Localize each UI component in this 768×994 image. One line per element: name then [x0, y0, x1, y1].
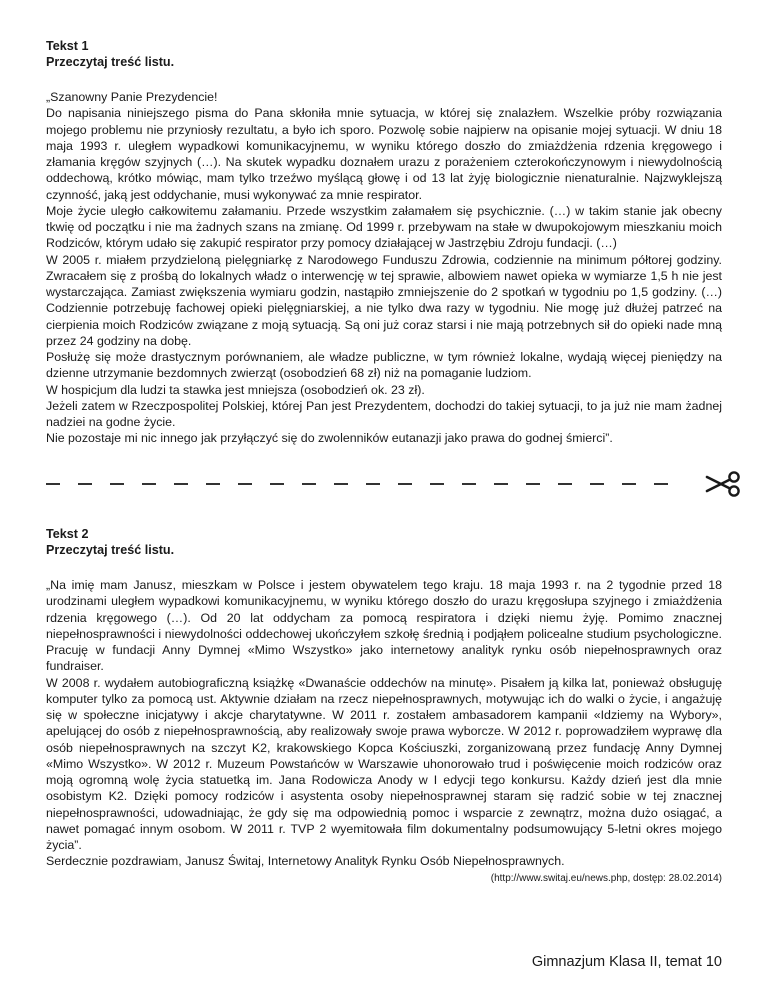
- tekst-1-letter: [46, 89, 722, 447]
- paragraph: „Szanowny Panie Prezydencie!: [46, 90, 218, 104]
- paragraph: Jeżeli zatem w Rzeczpospolitej Polskiej, której Pan jest Prezydentem, dochodzi do takiej sytuacji, to ja już nie mam żadnej nadziei na godne życie.: [46, 398, 722, 429]
- paragraph: Posłużę się może drastycznym porównaniem, ale władze publiczne, w tym również lokalne, wydają więcej pieniędzy na dzienne utrzymanie bezdomnych zwierząt (osobodzień 68 zł) niż na pomaganie ludziom.: [46, 350, 722, 381]
- paragraph: W 2005 r. miałem przydzieloną pielęgniarkę z Narodowego Funduszu Zdrowia, codziennie na minimum półtorej godziny. Zwracałem się z prośbą do lokalnych władz o interwencję w tej sprawie, albowiem nawet opieka w wymiarze 1,5 h nie jest wystarczająca. Zamiast zwiększenia wymiaru godzin, nastąpiło zmniejszenie do 2 spotkań w tygodniu po 1,5 godziny. (…) Codziennie potrzebuję fachowej opieki pielęgniarskiej, a nie tylko dwa razy w tygodniu. Nie mogę już dłużej patrzeć na cierpienia moich Rodziców związane z moją sytuacją. Są oni już coraz starsi i nie mają potrzebnych sił do opieki nade mną przez 24 godziny na dobę.: [46, 252, 722, 348]
- paragraph: Do napisania niniejszego pisma do Pana skłoniła mnie sytuacja, w której się znalazłem. Wszelkie próby rozwiązania mojego problemu nie przyniosły rezultatu, a było ich sporo. Pozwolę sobie najpierw na opisanie mojej sytuacji. W dniu 18 maja 1993 r. uległem wypadkowi komunikacyjnemu, w wyniku którego doszło do zmiażdżenia rdzenia kręgowego i złamania kręgów szyjnych (…). Na skutek wypadku doznałem urazu z porażeniem czterokończynowym i niewydolnością oddechową, krótko mówiąc, mam tylko trzeźwo myślącą głowę i od 13 lat żyję biologicznie nienaturalnie. Najzwyklejszą czynność, jaką jest oddychanie, musi wykonywać za mnie respirator.: [46, 106, 722, 202]
- paragraph: W hospicjum dla ludzi ta stawka jest mniejsza (osobodzień ok. 23 zł).: [46, 382, 425, 397]
- tekst-2-letter: [46, 577, 722, 870]
- paragraph: „Na imię mam Janusz, mieszkam w Polsce i jestem obywatelem tego kraju. 18 maja 1993 r. na 2 tygodnie przed 18 urodzinami uległem wypadkowi komunikacyjnemu, w wyniku którego doszło do urazu kręgosłupa szyjnego i zmiażdżenia rdzenia kręgowego (…). Od 20 lat oddycham za pomocą respiratora i dzięki niemu żyję. Pomimo znacznej niepełnosprawności i niewydolności oddechowej ukończyłem szkołę średnią i podjąłem policealne studium psychologiczne. Pracuję w fundacji Anny Dymnej «Mimo Wszystko» jako internetowy analityk rynku osób niepełnosprawnych oraz fundraiser.: [46, 578, 722, 674]
- page-footer: Gimnazjum Klasa II, temat 10: [531, 954, 722, 970]
- dashed-divider: [46, 483, 686, 485]
- cut-line: [46, 472, 742, 496]
- tekst-2-instruction: Przeczytaj treść listu.: [46, 543, 175, 557]
- paragraph: Moje życie uległo całkowitemu załamaniu. Przede wszystkim załamałem się psychicznie. (…) w takim stanie jak obecny tkwię od początku i nie ma żadnych szans na zmianę. Od 1999 r. przebywam na stałe w dwupokojowym mieszkaniu moich Rodziców, którym udało się zakupić respirator przy pomocy działającej w Jastrzębiu Zdroju fundacji. (…): [46, 203, 722, 251]
- tekst-1-instruction: Przeczytaj treść listu.: [46, 55, 175, 69]
- paragraph: Serdecznie pozdrawiam, Janusz Świtaj, Internetowy Analityk Rynku Osób Niepełnosprawnych.: [46, 854, 565, 869]
- paragraph: Nie pozostaje mi nic innego jak przyłączyć się do zwolenników eutanazji jako prawa do godnej śmierci”.: [46, 431, 613, 446]
- tekst-2-title: Tekst 2: [46, 527, 89, 541]
- tekst-2-section: [46, 526, 722, 886]
- tekst-1-section: [46, 38, 722, 447]
- source-citation: (http://www.switaj.eu/news.php, dostęp: 28.02.2014): [490, 872, 722, 884]
- scissors-icon: [704, 470, 742, 498]
- tekst-1-title: Tekst 1: [46, 39, 89, 53]
- paragraph: W 2008 r. wydałem autobiograficzną książkę «Dwanaście oddechów na minutę». Pisałem ją kilka lat, ponieważ obsługuję komputer tylko za pomocą ust. Aktywnie działam na rzecz niepełnosprawnych, motywując ich do walki o życie, i angażuję się w społeczne inicjatywy i akcje charytatywne. W 2011 r. zostałem ambasadorem kampanii «Idziemy na Wybory», apelującej do osób z niepełnosprawnością, aby realizowały swoje prawa wyborcze. W 2012 r. poprowadziłem wyprawę dla osób niepełnosprawnych na szczyt K2, krakowskiego Kopca Kościuszki, zorganizowaną przez fundację Anny Dymnej «Mimo Wszystko». W 2012 r. Muzeum Powstańców w Warszawie uhonorowało trud i poświęcenie moich rodziców oraz moją ogromną wolę życia statuetką im. Jana Rodowicza Anody w I edycji tego konkursu. Każdy dzień jest dla mnie osobistym K2. Dzięki pomocy rodziców i asystenta osoby niepełnosprawnej staram się radzić sobie w tej znacznej niepełnosprawności, udowadniając, że gdy się ma odpowiednią pomoc i wsparcie z zewnątrz, można dużo osiągać, a nawet pomagać innym osobom. W 2011 r. TVP 2 wyemitowała film dokumentalny podsumowujący 5-letni okres mojego życia”.: [46, 675, 722, 852]
